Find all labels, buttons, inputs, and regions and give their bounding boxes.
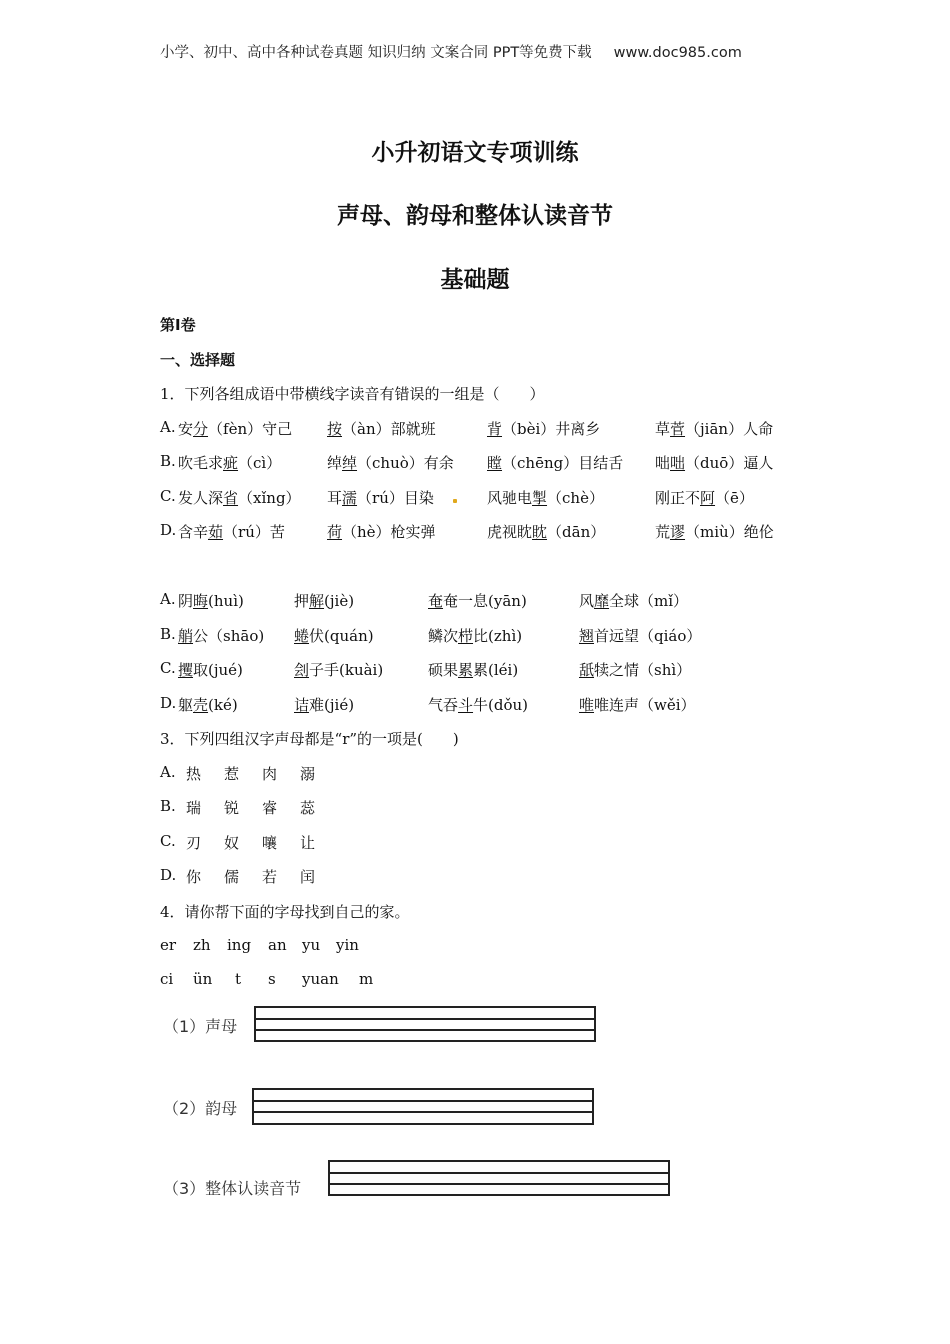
answer-box-initials[interactable] [254,1006,596,1042]
q2-option-c-item [178,659,243,680]
q1-option-b-item [655,452,773,473]
option-text: （rú）苦 [223,523,285,541]
q2-option-a-item [428,590,527,611]
underlined-char: 濡 [342,489,358,507]
option-text: 累(léi) [473,661,519,679]
section-heading: 一、选择题 [160,351,236,369]
box-label-finals: （2）韵母 [163,1099,238,1118]
underlined-char: 瞠 [487,454,503,472]
q1-option-c-item [178,487,301,508]
option-text: 公（shāo) [193,627,265,645]
underlined-char: 谬 [670,523,686,541]
option-text: （chēng）目结舌 [502,454,624,472]
level-title: 基础题 [440,267,510,293]
q1-option-b-item [487,452,623,473]
underlined-char: 攫 [178,661,194,679]
q3-option-char: 惹 [224,765,240,783]
underlined-char: 解 [309,592,325,610]
option-text: 绰 [327,454,343,472]
q1-option-a-item [655,418,773,439]
option-text: 风驰电 [487,489,533,507]
box-label-whole-syllables: （3）整体认读音节 [163,1179,302,1198]
q1-option-label: C. [160,487,176,505]
main-title: 小升初语文专项训练 [371,140,579,166]
option-text: 躯 [178,696,194,714]
q1-option-d-item [487,521,605,542]
option-text: 犊之情（shì） [594,661,692,679]
option-text: 虎视眈 [487,523,533,541]
option-text: （dān） [547,523,606,541]
q1-option-c-item [487,487,604,508]
option-text: （ē） [715,489,754,507]
underlined-char: 艄 [178,627,194,645]
option-text: 比(zhì) [473,627,523,645]
pinyin-letter[interactable]: m [359,970,374,988]
option-text: 硕果 [428,661,459,679]
q3-option-label: D. [160,866,177,884]
q1-option-b-item [178,452,281,473]
option-text: 发人深 [178,489,224,507]
q3-option-label: B. [160,797,176,815]
underlined-char: 按 [327,420,343,438]
q3-option-char: 儒 [224,868,240,886]
underlined-char: 茹 [208,523,224,541]
q3-option-char: 闰 [300,868,316,886]
option-text: （fèn）守己 [208,420,293,438]
q1-option-label: B. [160,452,176,470]
q1-option-c-item [327,487,434,508]
pinyin-letter[interactable]: ün [193,970,213,988]
pinyin-letter[interactable]: an [268,936,287,954]
option-text: 安 [178,420,194,438]
q3-option-label: C. [160,832,176,850]
option-text: 奄一息(yān) [443,592,527,610]
q3-option-char: 你 [186,868,202,886]
pinyin-letter[interactable]: ci [160,970,174,988]
underlined-char: 栉 [458,627,474,645]
underlined-char: 唯 [579,696,595,714]
underlined-char: 掣 [532,489,548,507]
underlined-char: 眈 [532,523,548,541]
q3-option-char: 若 [262,868,278,886]
option-text: （duō）逼人 [685,454,774,472]
q3-option-char: 瑞 [186,799,202,817]
underlined-char: 斗 [458,696,474,714]
underlined-char: 奄 [428,592,444,610]
q1-stem: 1．下列各组成语中带横线字读音有错误的一组是（ ） [160,385,545,403]
option-text: (jiè) [324,592,355,610]
option-text: 牛(dǒu) [473,696,529,714]
q2-option-d-item [294,694,354,715]
pinyin-letter[interactable]: ing [227,936,252,954]
underlined-char: 荷 [327,523,343,541]
underlined-char: 菅 [670,420,686,438]
underlined-char: 阿 [700,489,716,507]
option-text: 取(jué) [193,661,243,679]
stray-mark [453,499,457,503]
option-text: 子手(kuài) [309,661,384,679]
q1-option-d-item [178,521,285,542]
option-text: （chè） [547,489,604,507]
q2-option-b-item [579,625,701,646]
q2-option-label: D. [160,694,177,712]
q1-option-a-item [178,418,292,439]
underlined-char: 晦 [193,592,209,610]
option-text: （miù）绝伦 [685,523,774,541]
q2-option-b-item [178,625,264,646]
q2-option-c-item [294,659,383,680]
q2-option-b-item [428,625,522,646]
page-header [160,41,742,62]
q3-option-char: 锐 [224,799,240,817]
underlined-char: 翘 [579,627,595,645]
q2-option-a-item [579,590,688,611]
q3-option-char: 嚷 [262,834,278,852]
q2-option-a-item [294,590,354,611]
q2-option-label: A. [160,590,176,608]
q3-option-char: 奴 [224,834,240,852]
answer-box-finals[interactable] [252,1088,594,1125]
q3-option-char: 溺 [300,765,316,783]
underlined-char: 刽 [294,661,310,679]
option-text: 含辛 [178,523,209,541]
option-text: 首远望（qiáo） [594,627,702,645]
option-text: （xǐng） [238,489,301,507]
option-text: 风 [579,592,595,610]
pinyin-letter[interactable]: s [268,970,276,988]
underlined-char: 蜷 [294,627,310,645]
underlined-char: 疵 [223,454,239,472]
underlined-char: 背 [487,420,503,438]
option-text: 伏(quán) [309,627,374,645]
q2-option-a-item [178,590,244,611]
pinyin-letter[interactable]: t [235,970,242,988]
q1-option-b-item [327,452,454,473]
q2-option-b-item [294,625,374,646]
pinyin-letter[interactable]: yin [336,936,359,954]
option-text: 咄 [655,454,671,472]
underlined-char: 诘 [294,696,310,714]
option-text: 吹毛求 [178,454,224,472]
option-text: （hè）枪实弹 [342,523,436,541]
option-text: 鳞次 [428,627,459,645]
option-text: （rú）目染 [357,489,434,507]
q3-option-char: 蕊 [300,799,316,817]
q1-option-c-item [655,487,754,508]
q1-option-label: D. [160,521,177,539]
q1-option-a-item [327,418,436,439]
option-text: 草 [655,420,671,438]
q2-option-d-item [579,694,696,715]
pinyin-letter[interactable]: yuan [302,970,339,988]
q2-option-d-item [178,694,238,715]
q3-option-char: 让 [300,834,316,852]
option-text: 荒 [655,523,671,541]
option-text: 耳 [327,489,343,507]
q3-option-char: 热 [186,765,202,783]
option-text: 阴 [178,592,194,610]
option-text: （jiān）人命 [685,420,774,438]
header-text: 小学、初中、高中各种试卷真题 知识归纳 文案合同 PPT等免费下载 [160,45,592,61]
underlined-char: 舐 [579,661,595,679]
pinyin-letter[interactable]: er [160,936,177,954]
q2-option-label: B. [160,625,176,643]
option-text: 刚正不 [655,489,701,507]
q1-option-d-item [327,521,436,542]
q2-option-c-item [579,659,691,680]
underlined-char: 累 [458,661,474,679]
option-text: （àn）部就班 [342,420,436,438]
q3-option-char: 睿 [262,799,278,817]
q3-option-label: A. [160,763,176,781]
answer-box-whole-syllables[interactable] [328,1160,670,1196]
option-text: 押 [294,592,310,610]
q2-option-d-item [428,694,528,715]
q1-option-a-item [487,418,600,439]
box-label-initials: （1）声母 [163,1017,238,1036]
q2-option-label: C. [160,659,176,677]
pinyin-letter[interactable]: zh [193,936,211,954]
option-text: 难(jié) [309,696,355,714]
underlined-char: 咄 [670,454,686,472]
underlined-char: 分 [193,420,209,438]
sub-title: 声母、韵母和整体认读音节 [337,203,613,229]
underlined-char: 靡 [594,592,610,610]
option-text: （cì） [238,454,282,472]
pinyin-letter[interactable]: yu [302,936,321,954]
volume-label: 第Ⅰ卷 [160,316,196,334]
q4-stem: 4．请你帮下面的字母找到自己的家。 [160,903,410,921]
option-text: (ké) [208,696,238,714]
underlined-char: 省 [223,489,239,507]
underlined-char: 壳 [193,696,209,714]
header-site: www.doc985.com [613,45,742,61]
q3-stem: 3．下列四组汉字声母都是“r”的一项是( ) [160,730,459,748]
option-text: （chuò）有余 [357,454,454,472]
option-text: (huì) [208,592,244,610]
underlined-char: 绰 [342,454,358,472]
option-text: （bèi）井离乡 [502,420,601,438]
q3-option-char: 刃 [186,834,202,852]
q2-option-c-item [428,659,518,680]
q3-option-char: 肉 [262,765,278,783]
option-text: 唯连声（wěi） [594,696,696,714]
option-text: 全球（mǐ） [609,592,689,610]
option-text: 气吞 [428,696,459,714]
q1-option-label: A. [160,418,176,436]
q1-option-d-item [655,521,774,542]
